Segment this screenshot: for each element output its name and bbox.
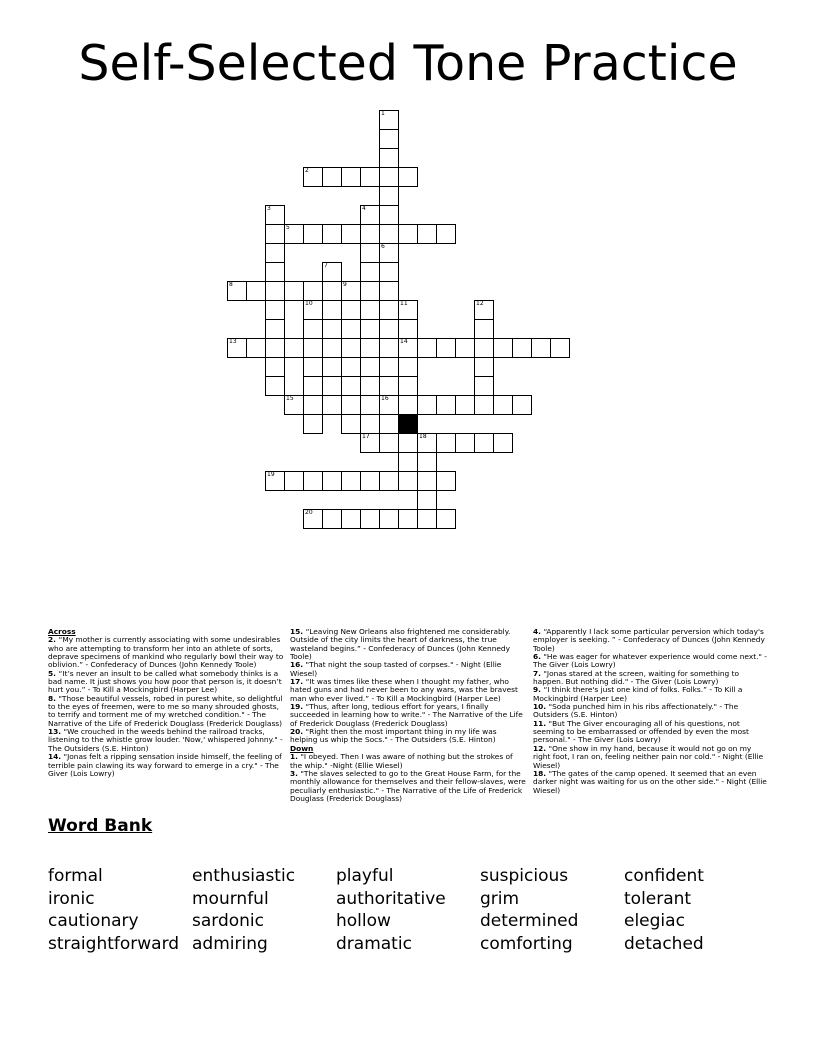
clue-number: 14 xyxy=(400,338,408,345)
grid-cell[interactable] xyxy=(265,471,285,491)
grid-cell[interactable] xyxy=(379,300,399,320)
clue-number-label: 20. xyxy=(290,727,306,737)
clue-text: "We crouched in the weeds behind the railroad tracks, listening to the whistle grow louder. 'Now,' whispered Johnny." - The Outsiders (S.E. Hinton) xyxy=(48,727,283,753)
grid-cell[interactable] xyxy=(436,433,456,453)
grid-cell[interactable] xyxy=(550,338,570,358)
clue-text: "I obeyed. Then I was aware of nothing but the strokes of the whip." -Night (Ellie Wiesel) xyxy=(290,752,513,770)
clue-text: "That night the soup tasted of corpses." - Night (Ellie Wiesel) xyxy=(290,660,502,678)
word-bank-item: enthusiastic xyxy=(192,866,296,886)
clue-text: “It was times like these when I thought my father, who hated guns and had never been to any wars, was the bravest man who ever lived.” - To Kill a Mockingbird (Harper Lee) xyxy=(290,677,518,703)
clue-number: 5 xyxy=(286,224,290,231)
grid-cell[interactable] xyxy=(379,129,399,149)
clue-text: “I think there's just one kind of folks. Folks.” - To Kill a Mockingbird (Harper Lee) xyxy=(533,685,743,703)
grid-cell[interactable] xyxy=(379,167,399,187)
grid-cell[interactable] xyxy=(379,262,399,282)
page-title: Self-Selected Tone Practice xyxy=(78,35,738,92)
grid-cell[interactable] xyxy=(493,433,513,453)
clue-number: 2 xyxy=(305,167,309,174)
grid-cell[interactable] xyxy=(341,414,361,434)
grid-cell[interactable] xyxy=(436,338,456,358)
grid-cell[interactable] xyxy=(512,395,532,415)
grid-cell[interactable] xyxy=(360,395,380,415)
clue-number-label: 9. xyxy=(533,685,544,695)
grid-cell[interactable] xyxy=(341,300,361,320)
grid-cell[interactable] xyxy=(398,319,418,339)
grid-cell[interactable] xyxy=(398,300,418,320)
word-bank-item: sardonic xyxy=(192,911,265,932)
clue-text: “My mother is currently associating with some undesirables who are attempting to transform her into an athlete of sorts, deprave specimens of mankind who regularly bowl their way to oblivion.” - Confederacy of Dunces (John Kennedy Toole) xyxy=(48,635,284,670)
grid-cell[interactable] xyxy=(284,471,304,491)
grid-cell[interactable] xyxy=(341,471,361,491)
clue-item xyxy=(533,686,769,703)
grid-cell[interactable] xyxy=(303,414,323,434)
grid-cell[interactable] xyxy=(341,338,361,358)
word-bank-item: cautionary xyxy=(48,911,139,932)
clue-number: 9 xyxy=(343,281,347,288)
clue-item xyxy=(48,695,284,728)
grid-cell[interactable] xyxy=(436,395,456,415)
word-bank-item: ironic xyxy=(48,888,95,909)
clue-number-label: 13. xyxy=(48,727,64,737)
grid-cell[interactable] xyxy=(284,281,304,301)
grid-cell[interactable] xyxy=(303,509,323,529)
clue-number: 8 xyxy=(229,281,233,288)
grid-cell[interactable] xyxy=(474,376,494,396)
clue-number: 12 xyxy=(476,300,484,307)
grid-cell[interactable] xyxy=(246,338,266,358)
grid-cell[interactable] xyxy=(322,395,342,415)
clue-item xyxy=(290,628,526,661)
word-bank-item: grim xyxy=(480,888,520,909)
clue-number-label: 8. xyxy=(48,693,59,703)
grid-cell[interactable] xyxy=(360,414,380,434)
grid-cell[interactable] xyxy=(379,205,399,225)
grid-cell[interactable] xyxy=(417,509,437,529)
clues-column-1 xyxy=(48,628,284,778)
grid-cell[interactable] xyxy=(474,357,494,377)
word-bank-item: hollow xyxy=(336,911,391,932)
grid-cell[interactable] xyxy=(303,338,323,358)
grid-cell[interactable] xyxy=(436,509,456,529)
clue-number-label: 3. xyxy=(290,768,301,778)
grid-cell[interactable] xyxy=(379,433,399,453)
clue-item xyxy=(290,770,526,803)
grid-cell[interactable] xyxy=(303,167,323,187)
clue-number: 3 xyxy=(267,205,271,212)
grid-cell[interactable] xyxy=(322,281,342,301)
grid-cell[interactable] xyxy=(360,300,380,320)
grid-cell[interactable] xyxy=(360,319,380,339)
black-square xyxy=(398,414,418,434)
grid-cell[interactable] xyxy=(531,338,551,358)
clue-number: 17 xyxy=(362,433,370,440)
grid-cell[interactable] xyxy=(303,281,323,301)
clue-item xyxy=(533,653,769,670)
grid-cell[interactable] xyxy=(398,471,418,491)
grid-cell[interactable] xyxy=(360,205,380,225)
grid-cell[interactable] xyxy=(398,509,418,529)
clue-item xyxy=(533,670,769,687)
grid-cell[interactable] xyxy=(512,338,532,358)
clue-number-label: 16. xyxy=(290,660,306,670)
grid-cell[interactable] xyxy=(417,490,437,510)
grid-cell[interactable] xyxy=(379,148,399,168)
grid-cell[interactable] xyxy=(265,300,285,320)
clue-item xyxy=(48,670,284,695)
word-bank-item: comforting xyxy=(480,933,573,954)
clue-number-label: 14. xyxy=(48,752,64,762)
grid-cell[interactable] xyxy=(341,509,361,529)
grid-cell[interactable] xyxy=(379,224,399,244)
clue-item xyxy=(533,703,769,720)
grid-cell[interactable] xyxy=(341,319,361,339)
clue-item xyxy=(290,753,526,770)
grid-cell[interactable] xyxy=(360,433,380,453)
grid-cell[interactable] xyxy=(493,338,513,358)
grid-cell[interactable] xyxy=(360,338,380,358)
grid-cell[interactable] xyxy=(379,395,399,415)
grid-cell[interactable] xyxy=(227,338,247,358)
clue-number: 7 xyxy=(324,262,328,269)
clue-item xyxy=(48,753,284,778)
grid-cell[interactable] xyxy=(341,224,361,244)
grid-cell[interactable] xyxy=(322,167,342,187)
word-bank-item: tolerant xyxy=(624,888,692,909)
clue-text: "He was eager for whatever experience would come next." - The Giver (Lois Lowry) xyxy=(533,652,767,670)
grid-cell[interactable] xyxy=(303,357,323,377)
grid-cell[interactable] xyxy=(265,357,285,377)
grid-cell[interactable] xyxy=(265,205,285,225)
clue-text: "Jonas felt a ripping sensation inside himself, the feeling of terrible pain clawing its way forward to emerge in a cry." - The Giver (Lois Lowry) xyxy=(48,752,282,778)
grid-cell[interactable] xyxy=(303,395,323,415)
grid-cell[interactable] xyxy=(322,338,342,358)
clue-number-label: 15. xyxy=(290,627,306,636)
grid-cell[interactable] xyxy=(360,357,380,377)
grid-cell[interactable] xyxy=(474,319,494,339)
word-bank-item: suspicious xyxy=(480,866,569,886)
grid-cell[interactable] xyxy=(303,224,323,244)
grid-cell[interactable] xyxy=(379,414,399,434)
clue-text: "Soda punched him in his ribs affectionately." - The Outsiders (S.E. Hinton) xyxy=(533,702,739,720)
word-bank-item: straightforward xyxy=(48,933,180,954)
grid-cell[interactable] xyxy=(379,471,399,491)
clue-text: "The gates of the camp opened. It seemed that an even darker night was waiting for us on the other side." - Night (Ellie Wiesel) xyxy=(533,768,767,795)
grid-cell[interactable] xyxy=(360,509,380,529)
word-bank-item: playful xyxy=(336,866,394,886)
clue-text: "Those beautiful vessels, robed in purest white, so delightful to the eyes of freemen, were to me so many shrouded ghosts, to terrify and torment me of my wretched condition." - The Narrative of the Life of Frederick Douglass (Frederick Douglass) xyxy=(48,693,283,728)
clue-number-label: 11. xyxy=(533,718,549,728)
clue-number-label: 18. xyxy=(533,768,549,778)
grid-cell[interactable] xyxy=(265,376,285,396)
grid-cell[interactable] xyxy=(379,110,399,130)
clue-text: "Right then the most important thing in my life was helping us whip the Socs." - The Outsiders (S.E. Hinton) xyxy=(290,727,497,745)
grid-cell[interactable] xyxy=(360,224,380,244)
grid-cell[interactable] xyxy=(398,395,418,415)
grid-cell[interactable] xyxy=(474,338,494,358)
grid-cell[interactable] xyxy=(341,167,361,187)
clue-number-label: 4. xyxy=(533,627,544,636)
grid-cell[interactable] xyxy=(455,433,475,453)
clue-number: 15 xyxy=(286,395,294,402)
grid-cell[interactable] xyxy=(265,262,285,282)
clue-text: "One show in my hand, because it would not go on my right foot, I ran on, feeling neither pain nor cold." - Night (Ellie Wiesel) xyxy=(533,743,764,770)
grid-cell[interactable] xyxy=(303,300,323,320)
grid-cell[interactable] xyxy=(379,357,399,377)
down-header: Down xyxy=(290,743,314,753)
word-bank-item: admiring xyxy=(192,933,268,954)
grid-cell[interactable] xyxy=(322,300,342,320)
grid-cell[interactable] xyxy=(227,281,247,301)
clue-number: 20 xyxy=(305,509,313,516)
word-bank-item: confident xyxy=(624,866,704,886)
grid-cell[interactable] xyxy=(398,376,418,396)
grid-cell[interactable] xyxy=(265,224,285,244)
grid-cell[interactable] xyxy=(417,433,437,453)
clue-number: 16 xyxy=(381,395,389,402)
clue-number-label: 6. xyxy=(533,652,544,662)
grid-cell[interactable] xyxy=(417,224,437,244)
clue-number: 19 xyxy=(267,471,275,478)
grid-cell[interactable] xyxy=(398,167,418,187)
clue-number-label: 19. xyxy=(290,702,306,712)
clue-item xyxy=(533,745,769,770)
clue-number: 10 xyxy=(305,300,313,307)
across-header: Across xyxy=(48,627,76,636)
clue-number-label: 2. xyxy=(48,635,59,645)
word-bank-item: authoritative xyxy=(336,888,446,909)
grid-cell[interactable] xyxy=(379,319,399,339)
word-bank-item: formal xyxy=(48,866,103,886)
clue-number: 6 xyxy=(381,243,385,250)
grid-cell[interactable] xyxy=(265,319,285,339)
grid-cell[interactable] xyxy=(341,395,361,415)
clue-number-label: 10. xyxy=(533,702,549,712)
grid-cell[interactable] xyxy=(284,395,304,415)
grid-cell[interactable] xyxy=(360,243,380,263)
grid-cell[interactable] xyxy=(322,471,342,491)
clue-item xyxy=(533,770,769,795)
grid-cell[interactable] xyxy=(265,281,285,301)
clue-number-label: 7. xyxy=(533,668,544,678)
clue-number: 18 xyxy=(419,433,427,440)
grid-cell[interactable] xyxy=(284,338,304,358)
grid-cell[interactable] xyxy=(493,395,513,415)
clue-number: 11 xyxy=(400,300,408,307)
clue-text: "But The Giver encouraging all of his questions, not seeming to be embarrassed or offended by even the most personal." - The Giver (Lois Lowry) xyxy=(533,718,749,745)
clue-number: 13 xyxy=(229,338,237,345)
grid-cell[interactable] xyxy=(246,281,266,301)
grid-cell[interactable] xyxy=(417,452,437,472)
grid-cell[interactable] xyxy=(379,243,399,263)
grid-cell[interactable] xyxy=(360,471,380,491)
word-bank-item: detached xyxy=(624,933,704,954)
clue-number-label: 17. xyxy=(290,677,306,687)
clue-number-label: 1. xyxy=(290,752,301,762)
grid-cell[interactable] xyxy=(417,471,437,491)
grid-cell[interactable] xyxy=(322,357,342,377)
grid-cell[interactable] xyxy=(398,357,418,377)
grid-cell[interactable] xyxy=(341,281,361,301)
grid-cell[interactable] xyxy=(455,338,475,358)
clue-item xyxy=(290,678,526,703)
grid-cell[interactable] xyxy=(417,338,437,358)
grid-cell[interactable] xyxy=(322,224,342,244)
grid-cell[interactable] xyxy=(398,433,418,453)
clue-text: "The slaves selected to go to the Great House Farm, for the monthly allowance for themselves and their fellow-slaves, were peculiarly enthusiastic." - The Narrative of the Life of Frederick Douglass (Frederick Douglass) xyxy=(290,768,526,803)
clue-text: “It’s never an insult to be called what somebody thinks is a bad name. It just shows you how poor that person is, it doesn’t hurt you.” - To Kill a Mockingbird (Harper Lee) xyxy=(48,668,282,695)
word-bank-item: elegiac xyxy=(624,911,685,932)
clue-text: "Jonas stared at the screen, waiting for something to happen. But nothing did." - The Giver (Lois Lowry) xyxy=(533,668,740,687)
clue-text: “Leaving New Orleans also frightened me considerably. Outside of the city limits the heart of darkness, the true wasteland begins.” - Confederacy of Dunces (John Kennedy Toole) xyxy=(290,627,511,662)
grid-cell[interactable] xyxy=(360,167,380,187)
clue-text: “Apparently I lack some particular perversion which today's employer is seeking. ” - Confederacy of Dunces (John Kennedy Toole) xyxy=(533,627,765,653)
grid-cell[interactable] xyxy=(303,319,323,339)
grid-cell[interactable] xyxy=(398,338,418,358)
grid-cell[interactable] xyxy=(436,224,456,244)
grid-cell[interactable] xyxy=(265,338,285,358)
clue-item xyxy=(290,703,526,728)
clues-column-2 xyxy=(290,628,526,803)
clues-column-3 xyxy=(533,628,769,795)
grid-cell[interactable] xyxy=(436,471,456,491)
word-bank-item: mournful xyxy=(192,888,269,909)
grid-cell[interactable] xyxy=(265,243,285,263)
grid-cell[interactable] xyxy=(474,433,494,453)
clue-number: 4 xyxy=(362,205,366,212)
grid-cell[interactable] xyxy=(379,281,399,301)
grid-cell[interactable] xyxy=(379,376,399,396)
grid-cell[interactable] xyxy=(284,224,304,244)
grid-cell[interactable] xyxy=(398,224,418,244)
grid-cell[interactable] xyxy=(379,186,399,206)
clue-item xyxy=(533,628,769,653)
word-bank-item: determined xyxy=(480,911,579,932)
grid-cell[interactable] xyxy=(360,262,380,282)
clue-number: 1 xyxy=(381,110,385,117)
grid-cell[interactable] xyxy=(360,376,380,396)
grid-cell[interactable] xyxy=(417,395,437,415)
clue-text: "Thus, after long, tedious effort for years, I finally succeeded in learning how to write." - The Narrative of the Life of Frederick Douglass (Frederick Douglass) xyxy=(290,702,523,728)
grid-cell[interactable] xyxy=(341,376,361,396)
grid-cell[interactable] xyxy=(303,471,323,491)
clue-item xyxy=(48,636,284,669)
clue-item xyxy=(290,661,526,678)
grid-cell[interactable] xyxy=(474,300,494,320)
grid-cell[interactable] xyxy=(322,319,342,339)
grid-cell[interactable] xyxy=(398,452,418,472)
grid-cell[interactable] xyxy=(322,262,342,282)
clue-number-label: 12. xyxy=(533,743,549,753)
grid-cell[interactable] xyxy=(360,281,380,301)
word-bank-title: Word Bank xyxy=(48,816,153,836)
grid-cell[interactable] xyxy=(322,509,342,529)
clue-number-label: 5. xyxy=(48,668,59,678)
grid-cell[interactable] xyxy=(455,395,475,415)
clue-item xyxy=(290,728,526,745)
clue-item xyxy=(533,720,769,745)
grid-cell[interactable] xyxy=(379,509,399,529)
clue-item xyxy=(48,728,284,753)
word-bank-item: dramatic xyxy=(336,933,412,954)
grid-cell[interactable] xyxy=(303,376,323,396)
grid-cell[interactable] xyxy=(379,338,399,358)
grid-cell[interactable] xyxy=(474,395,494,415)
grid-cell[interactable] xyxy=(341,357,361,377)
